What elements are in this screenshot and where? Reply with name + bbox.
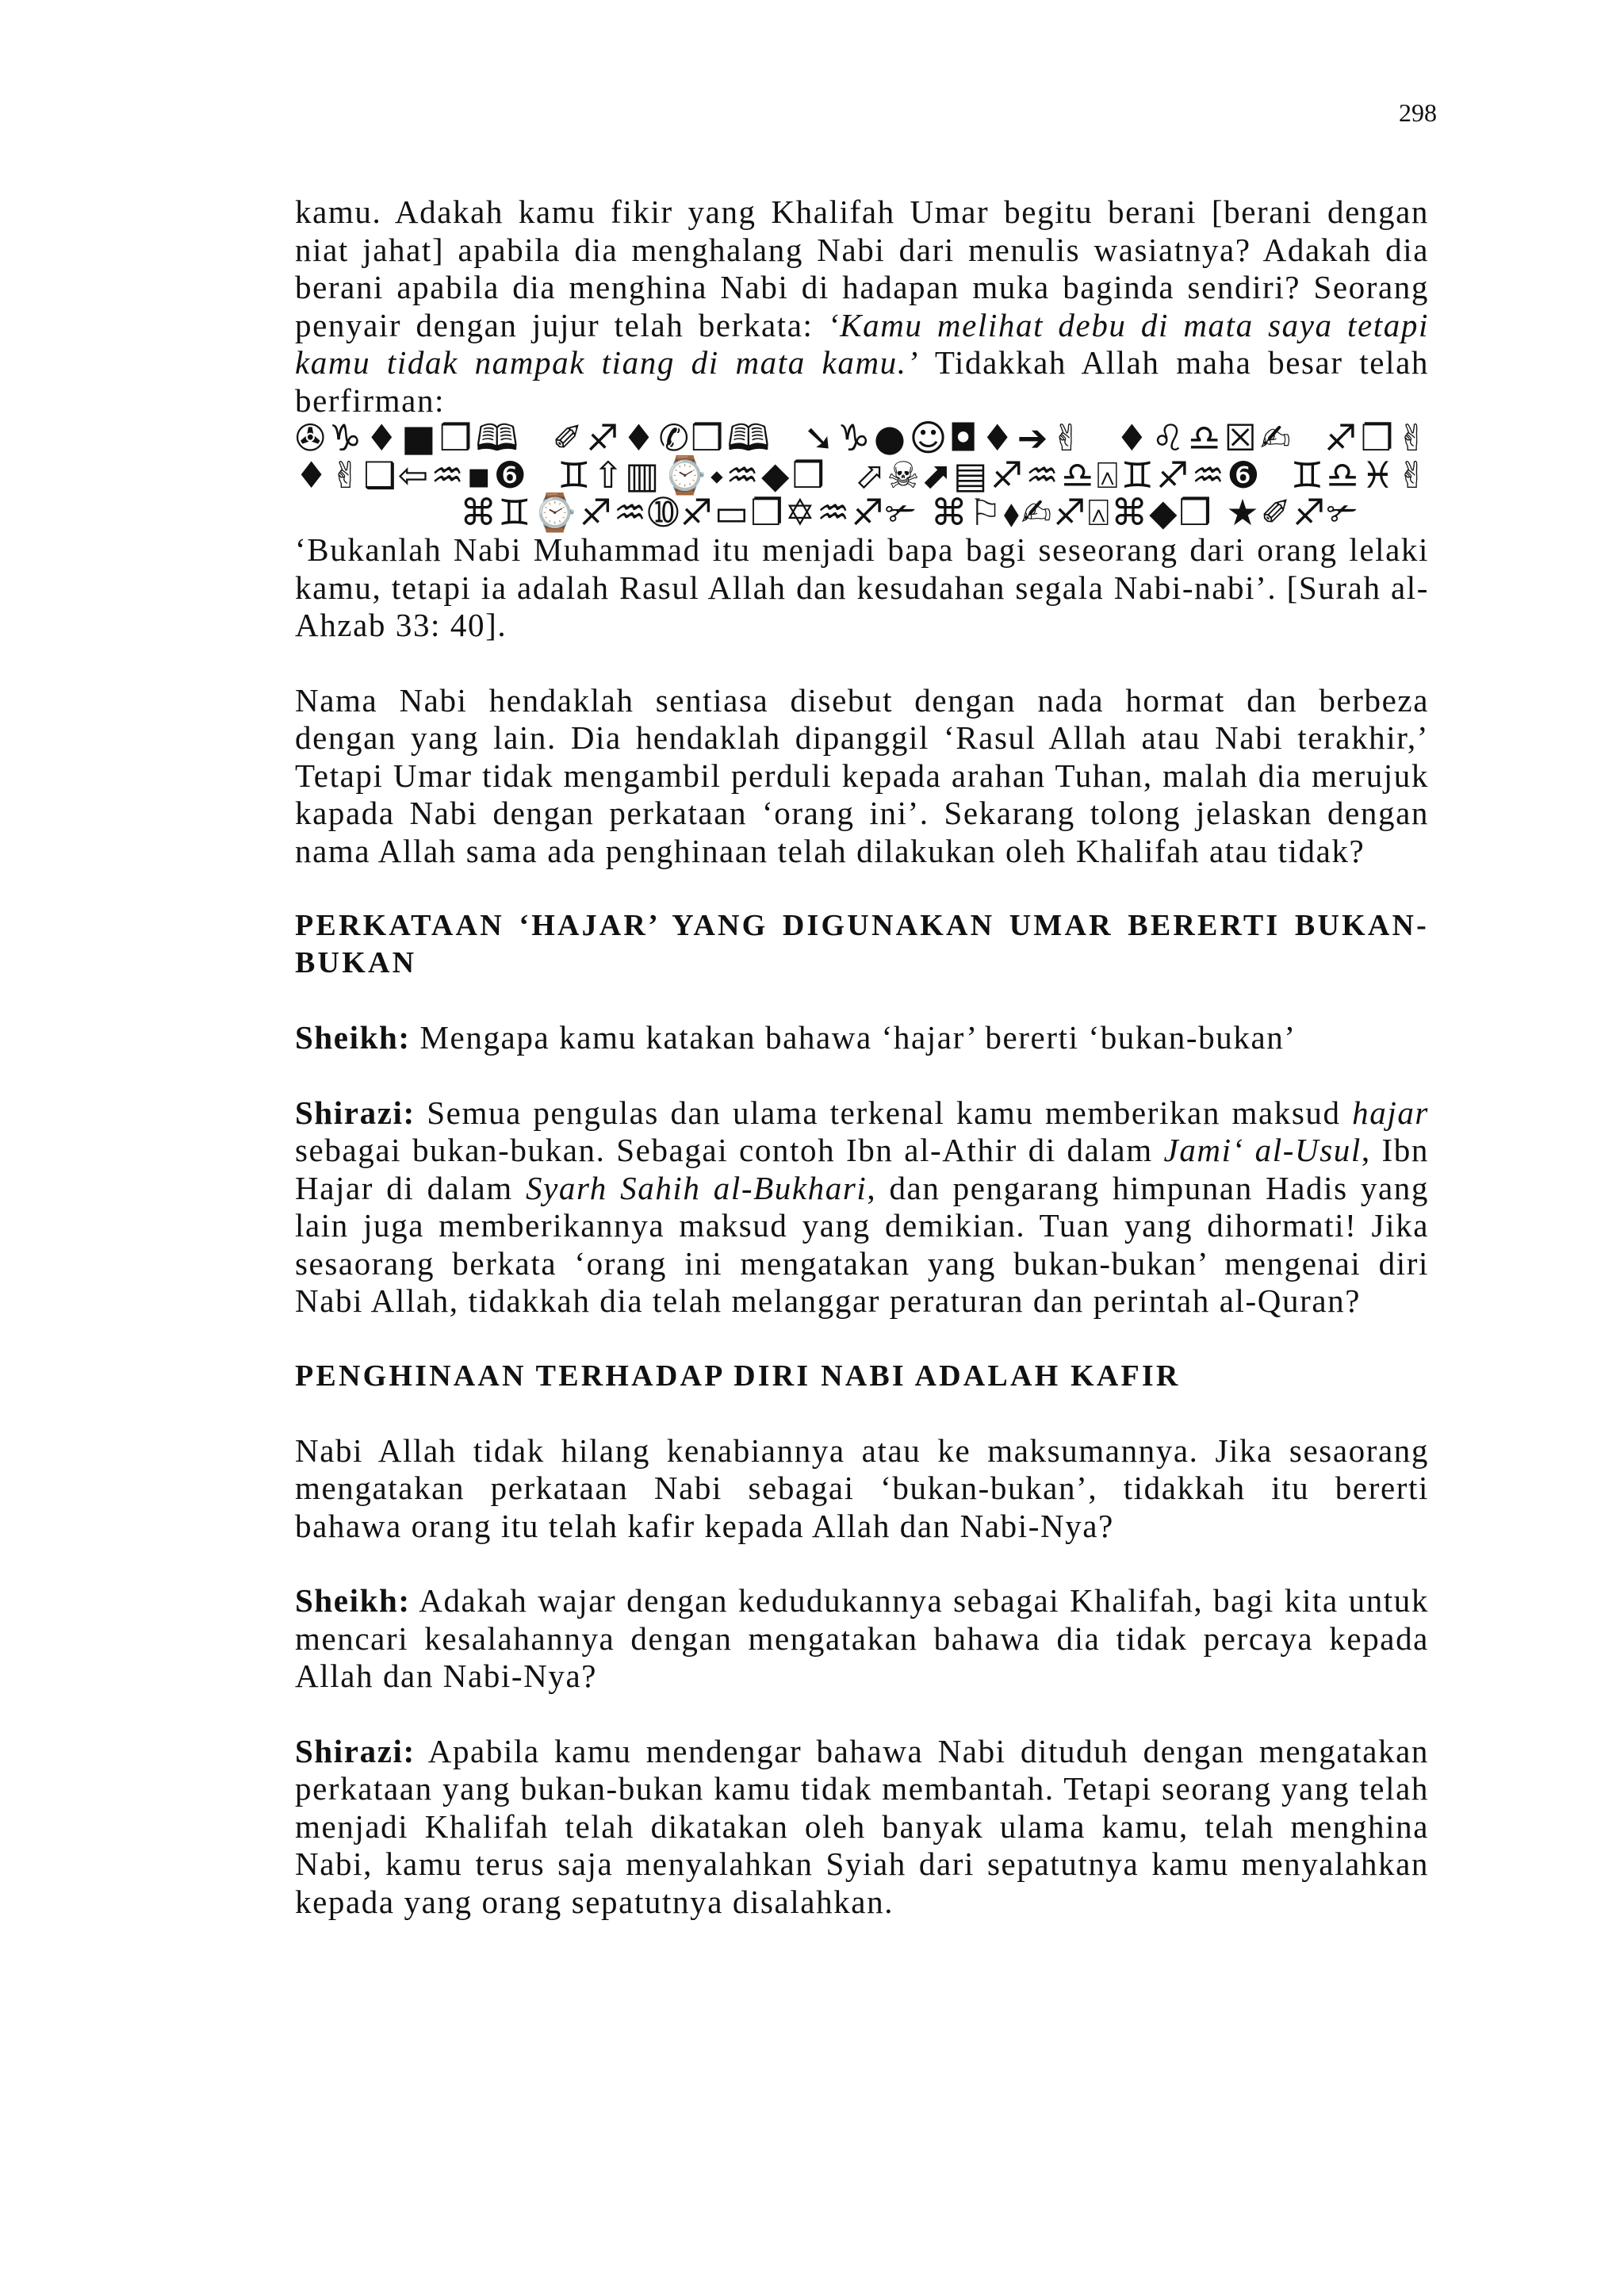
- heading-hajar: PERKATAAN ‘HAJAR’ YANG DIGUNAKAN UMAR BERERTI BUKAN-BUKAN: [295, 909, 1429, 979]
- verse-translation: ‘Bukanlah Nabi Muhammad itu menjadi bapa bagi seseorang dari orang lelaki kamu, tetapi ia adalah Rasul Allah dan kesudahan segala Nabi-nabi’. [Surah al-Ahzab 33: 40].: [295, 531, 1429, 643]
- page-number: 298: [1399, 98, 1437, 127]
- paragraph-intro: [295, 194, 1429, 420]
- poet-quote: ‘Kamu melihat debu di mata saya tetapi kamu tidak nampak tiang di mata kamu.’: [295, 306, 1429, 381]
- speaker-sheikh: Sheikh:: [295, 1019, 411, 1056]
- speaker-shirazi: Shirazi:: [295, 1732, 416, 1769]
- symbol-verse: [295, 416, 1429, 534]
- shirazi-answer-1-part-b: sebagai bukan-bukan. Sebagai contoh Ibn al-Athir di dalam: [295, 1132, 1164, 1168]
- paragraph-name-respect: Nama Nabi hendaklah sentiasa disebut dengan nada hormat dan berbeza dengan yang lain. Dia hendaklah dipanggil ‘Rasul Allah atau Nabi terakhir,’ Tetapi Umar tidak mengambil perduli kepada arahan Tuhan, malah dia merujuk kapada Nabi dengan perkataan ‘orang ini’. Sekarang tolong jelaskan dengan nama Allah sama ada penghinaan telah dilakukan oleh Khalifah atau tidak?: [295, 681, 1429, 869]
- book-title-syarh: Syarh Sahih al-Bukhari: [525, 1169, 868, 1206]
- sheikh-question-2: [295, 1582, 1429, 1696]
- shirazi-answer-1-part-c: , Ibn Hajar di dalam: [295, 1132, 1429, 1206]
- page-content: [295, 194, 1429, 1921]
- sheikh-question-1: [295, 1019, 1429, 1057]
- symbol-verse-line-3: ⌘♊⌚♐♒➉♐▭❐✡♒♐✃ ⌘⚐⬧✍♐⍓⌘◆❒ ★✐♐✃: [460, 491, 1359, 534]
- heading-kafir: PENGHINAAN TERHADAP DIRI NABI ADALAH KAFIR: [295, 1359, 1181, 1393]
- paragraph-kafir: Nabi Allah tidak hilang kenabiannya atau ke maksumannya. Jika sesaorang mengatakan perkataan Nabi sebagai ‘bukan-bukan’, tidakkah itu bererti bahawa orang itu telah kafir kepada Allah dan Nabi-Nya?: [295, 1432, 1429, 1544]
- book-title-jami: Jami‘ al-Usul: [1163, 1132, 1362, 1168]
- shirazi-answer-2-text: Apabila kamu mendengar bahawa Nabi dituduh dengan mengatakan perkataan yang bukan-bukan kamu tidak membantah. Tetapi seorang yang telah menjadi Khalifah telah dikatakan oleh banyak ulama kamu, telah menghina Nabi, kamu terus saja menyalahkan Syiah dari sepatutnya kamu menyalahkan kepada yang orang sepatutnya disalahkan.: [295, 1732, 1429, 1920]
- sheikh-question-2-text: Adakah wajar dengan kedudukannya sebagai Khalifah, bagi kita untuk mencari kesalahannya dengan mengatakan bahawa dia tidak percaya kepada Allah dan Nabi-Nya?: [295, 1582, 1429, 1694]
- intro-tail: Tidakkah Allah maha besar telah berfirman:: [295, 344, 1429, 419]
- shirazi-answer-1-part-d: , dan pengarang himpunan Hadis yang lain juga memberikannya maksud yang demikian. Tuan yang dihormati! Jika sesaorang berkata ‘orang ini mengatakan yang bukan-bukan’ mengenai diri Nabi Allah, tidakkah dia telah melanggar peraturan dan perintah al-Quran?: [295, 1169, 1430, 1319]
- shirazi-answer-1-part-a: Semua pengulas dan ulama terkenal kamu memberikan maksud: [415, 1094, 1353, 1131]
- term-hajar: hajar: [1352, 1094, 1429, 1131]
- symbol-verse-line-2: ♦✌❑⇦♒▪❻ ♊⇧▥⌚⬩♒◆❒ ⬀☠⬈▤♐♒♎⍓♊♐♒❻ ♊♎♓✌: [295, 454, 1429, 496]
- speaker-shirazi: Shirazi:: [295, 1094, 416, 1131]
- shirazi-answer-1: [295, 1094, 1429, 1320]
- intro-text: kamu. Adakah kamu fikir yang Khalifah Umar begitu berani [berani dengan niat jahat] apabila dia menghalang Nabi dari menulis wasiatnya? Adakah dia berani apabila dia menghina Nabi di hadapan muka baginda sendiri? Seorang penyair dengan jujur telah berkata:: [295, 194, 1429, 343]
- sheikh-question-1-text: Mengapa kamu katakan bahawa ‘hajar’ bererti ‘bukan-bukan’: [410, 1019, 1297, 1056]
- symbol-verse-line-1: ✇♑♦■❒🕮 ✐♐♦✆❒🕮 ➘♑●☺◘♦➔✌ ♦♌♎☒✍ ♐❐✌: [295, 416, 1429, 459]
- shirazi-answer-2: [295, 1733, 1429, 1922]
- speaker-sheikh: Sheikh:: [295, 1582, 411, 1619]
